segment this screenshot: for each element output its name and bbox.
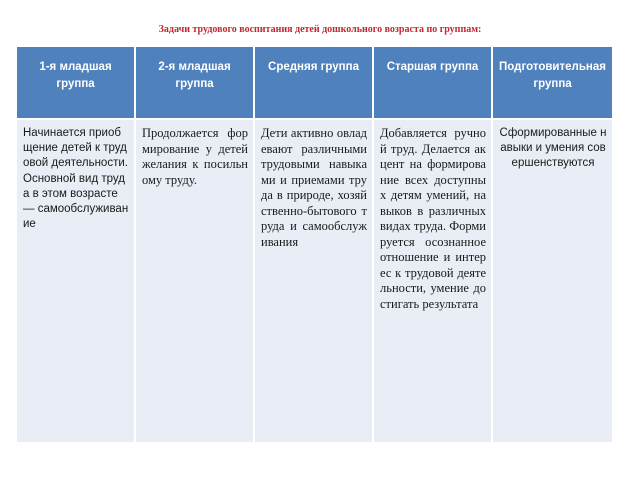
page-title: Задачи трудового воспитания детей дошкольного возраста по группам:: [158, 24, 482, 35]
table-cell-5: Сформированные навыки и умения совершенствуются: [493, 120, 612, 442]
groups-table: [17, 47, 612, 442]
header-cell-1: 1-я младшая группа: [17, 47, 134, 118]
table-cell-2: Продолжается формирование у детей желания к посильному труду.: [136, 120, 253, 442]
header-cell-5: Подготовительная группа: [493, 47, 612, 118]
header-cell-4: Старшая группа: [374, 47, 491, 118]
header-cell-2: 2-я младшая группа: [136, 47, 253, 118]
table-cell-1: Начинается приобщение детей к трудовой деятельности. Основной вид труда в этом возрасте — самообслуживание: [17, 120, 134, 442]
table-cell-3: Дети активно овладевают различными трудовыми навыками и приемами труда в природе, хозяйственно-бытового труда и самообслуживания: [255, 120, 372, 442]
table-cell-4: Добавляется ручной труд. Делается акцент на формирование всех доступных детям умений, навыков в различных видах труда. Формируется осознанное отношение и интерес к трудовой деятельности, умение достигать результата: [374, 120, 491, 442]
header-cell-3: Средняя группа: [255, 47, 372, 118]
